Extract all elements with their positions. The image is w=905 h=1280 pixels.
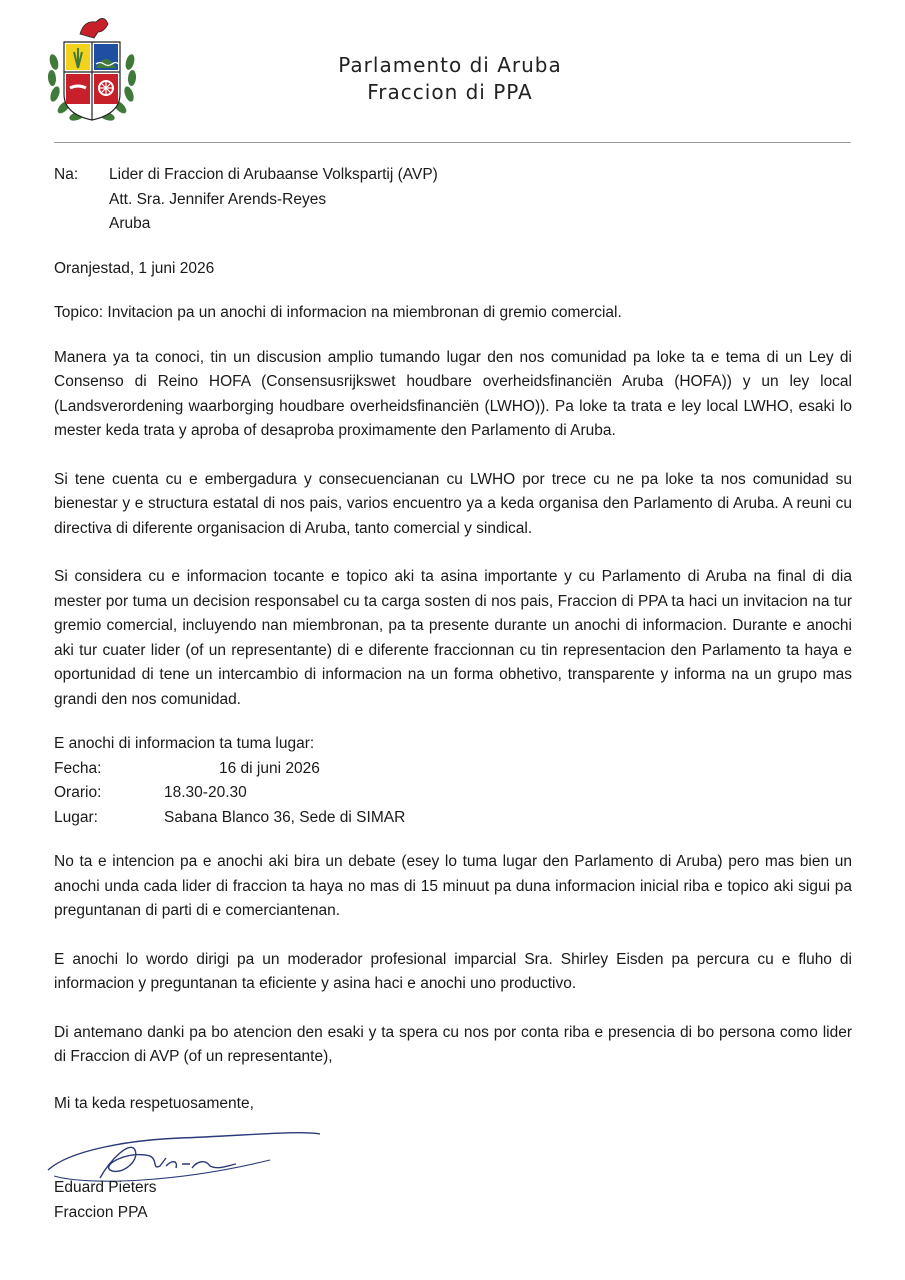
body-paragraph: Si tene cuenta cu e embergadura y consecuencianan cu LWHO por trece cu ne pa loke ta nos comunidad su bienestar y e structura estatal di nos pais, varios encuentro ya a keda organisa den Parlamento di Aruba. A reuni cu directiva di diferente organisacion di Aruba, tanto comercial y sindical. [54, 470, 852, 537]
meeting-value: 18.30-20.30 [164, 784, 247, 801]
signer-party: Fraccion PPA [54, 1203, 148, 1221]
body-paragraph: E anochi lo wordo dirigi pa un moderador profesional imparcial Sra. Shirley Eisden pa percura cu e fluho di informacion y preguntanan ta eficiente y asina haci e anochi uno productivo. [54, 950, 852, 992]
header-divider [54, 142, 851, 143]
letterhead-line-2: Fraccion di PPA [367, 80, 533, 104]
recipient-block [54, 163, 852, 237]
recipient-line: Aruba [109, 215, 151, 232]
body-paragraph: Si considera cu e informacion tocante e topico aki ta asina importante y cu Parlamento di Aruba na final di dia mester por tuma un decision responsabel cu ta carga sosten di nos pais, Fraccion di PPA ta haci un invitacion na tur gremio comercial, incluyendo nan miembronan, pa ta presente durante un anochi di informacion. Durante e anochi aki tur cuater lider (of un representante) di e diferente fraccionnan cu tin representacion den Parlamento ta haya e oportunidad di tene un intercambio di informacion na un forma obhetivo, transparente y informa na un grupo mas grandi den nos comunidad. [54, 568, 852, 708]
meeting-label: Lugar: [54, 808, 98, 826]
signer-name: Eduard Pieters [54, 1179, 157, 1196]
letter-body [54, 163, 852, 1116]
meeting-label: Fecha: [54, 759, 102, 777]
meeting-row-time [54, 781, 852, 806]
meeting-details [54, 732, 852, 830]
meeting-label: Orario: [54, 784, 102, 801]
recipient-line: Att. Sra. Jennifer Arends-Reyes [109, 190, 327, 208]
subject-line: Topico: Invitacion pa un anochi di informacion na miembronan di gremio comercial. [54, 304, 622, 321]
place-date: Oranjestad, 1 juni 2026 [54, 259, 215, 277]
meeting-value: 16 di juni 2026 [219, 759, 320, 777]
body-paragraph: Di antemano danki pa bo atencion den esaki y ta spera cu nos por conta riba e presencia di bo persona como lider di Fraccion di AVP (of un representante), [54, 1023, 852, 1065]
signer-block [54, 1176, 157, 1225]
meeting-intro: E anochi di informacion ta tuma lugar: [54, 735, 315, 752]
aruba-coat-of-arms-icon [44, 12, 140, 126]
letterhead [290, 52, 610, 106]
recipient-line: Lider di Fraccion di Arubaanse Volkspartij (AVP) [109, 166, 438, 183]
closing-line: Mi ta keda respetuosamente, [54, 1094, 254, 1112]
meeting-row-date [54, 757, 852, 782]
recipient-label: Na: [54, 166, 79, 183]
letterhead-line-1: Parlamento di Aruba [338, 53, 562, 77]
meeting-row-location [54, 806, 852, 831]
body-paragraph: Manera ya ta conoci, tin un discusion amplio tumando lugar den nos comunidad pa loke ta e tema di un Ley di Consenso di Reino HOFA (Consensusrijkswet houdbare overheidsfinanciën Aruba (HOFA)) y un ley local (Landsverordening waarborging houdbare overheidsfinanciën (LWHO)). Pa loke ta trata e ley local LWHO, esaki lo mester keda trata y aproba of desaproba proximamente den Parlamento di Aruba. [54, 348, 852, 439]
meeting-value: Sabana Blanco 36, Sede di SIMAR [164, 808, 406, 826]
body-paragraph: No ta e intencion pa e anochi aki bira un debate (esey lo tuma lugar den Parlamento di Aruba) pero mas bien un anochi unda cada lider di fraccion ta haya no mas di 15 minuut pa duna informacion inicial riba e topico aki sigui pa preguntanan di parti di e comerciantenan. [54, 853, 852, 919]
